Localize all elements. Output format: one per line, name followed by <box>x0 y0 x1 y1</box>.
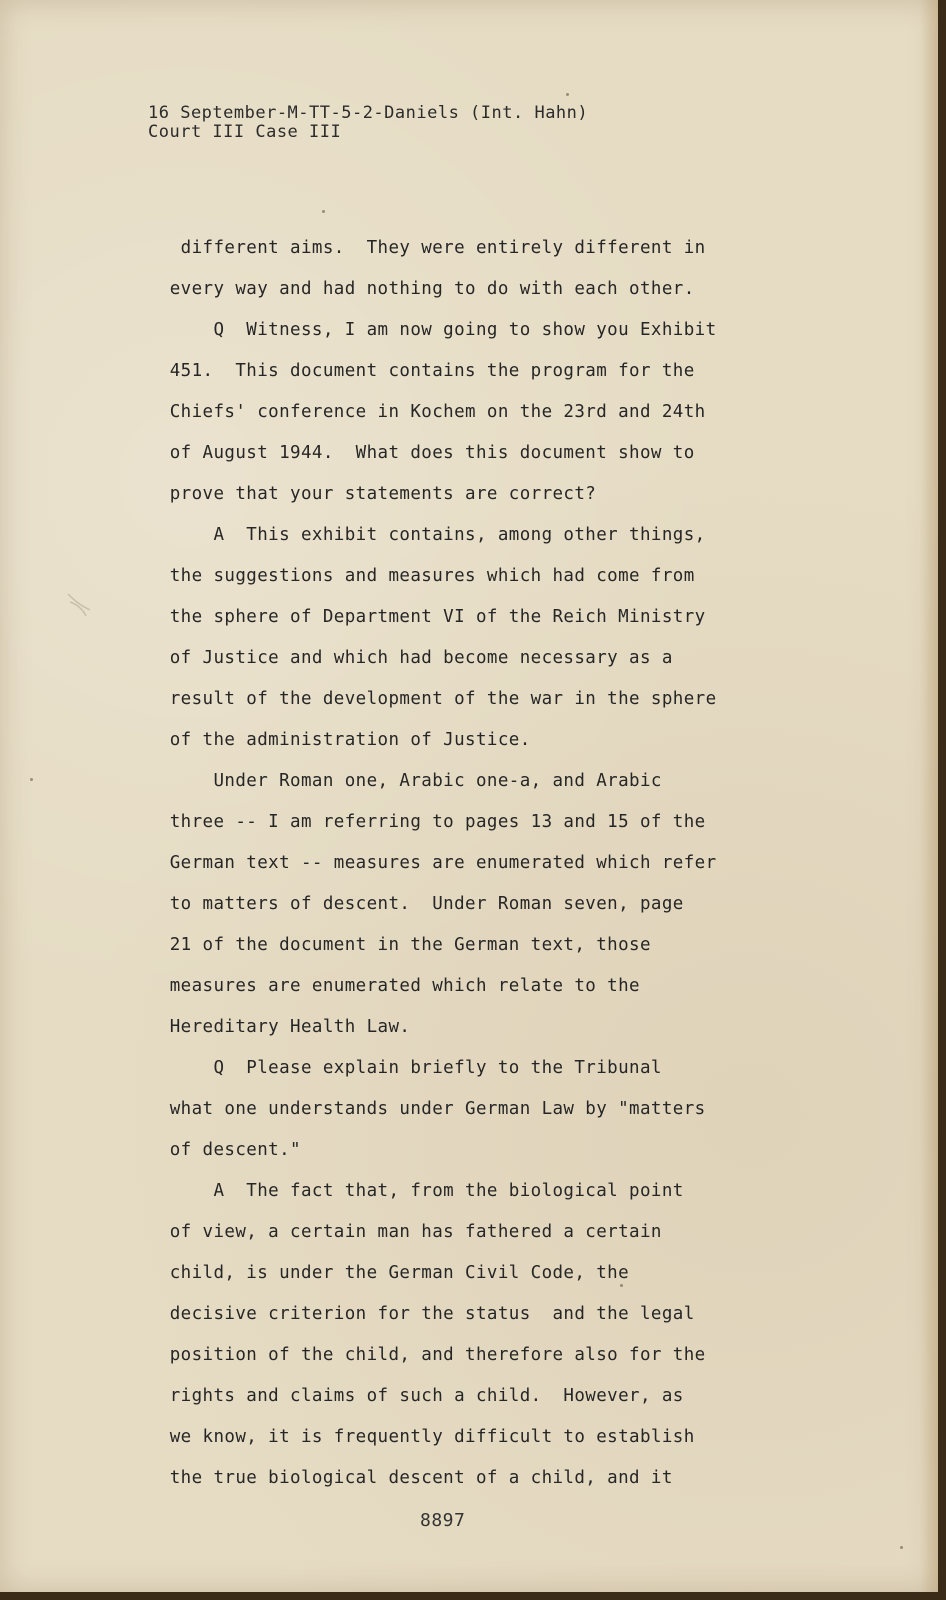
page-edge-shadow <box>920 0 938 1592</box>
transcript-line: rights and claims of such a child. However, as <box>126 1386 684 1406</box>
transcript-line: we know, it is frequently difficult to establish <box>126 1427 695 1447</box>
transcript-line: to matters of descent. Under Roman seven, page <box>126 894 684 914</box>
paper-speck <box>566 93 569 96</box>
transcript-line: what one understands under German Law by "matters <box>126 1099 706 1119</box>
transcript-line: A This exhibit contains, among other things, <box>126 525 706 545</box>
transcript-line: A The fact that, from the biological point <box>126 1181 684 1201</box>
transcript-line: the suggestions and measures which had come from <box>126 566 695 586</box>
transcript-line: the sphere of Department VI of the Reich Ministry <box>126 607 706 627</box>
transcript-line: Chiefs' conference in Kochem on the 23rd and 24th <box>126 402 706 422</box>
transcript-line: three -- I am referring to pages 13 and 15 of the <box>126 812 706 832</box>
transcript-line: of the administration of Justice. <box>126 730 531 750</box>
transcript-line: 21 of the document in the German text, those <box>126 935 651 955</box>
transcript-line: the true biological descent of a child, and it <box>126 1468 673 1488</box>
transcript-line: German text -- measures are enumerated which refer <box>126 853 717 873</box>
header-line-2: Court III Case III <box>148 122 342 142</box>
header-line-1: 16 September-M-TT-5-2-Daniels (Int. Hahn) <box>148 103 589 123</box>
page-header <box>148 104 588 142</box>
transcript-line: measures are enumerated which relate to the <box>126 976 640 996</box>
transcript-line: different aims. They were entirely different in <box>126 238 706 258</box>
transcript-line: of descent." <box>126 1140 301 1160</box>
margin-pencil-mark <box>64 590 94 620</box>
transcript-line: decisive criterion for the status and the legal <box>126 1304 695 1324</box>
transcript-line: every way and had nothing to do with each other. <box>126 279 695 299</box>
transcript-line: Q Please explain briefly to the Tribunal <box>126 1058 662 1078</box>
transcript-line: of Justice and which had become necessary as a <box>126 648 673 668</box>
paper-speck <box>900 1546 903 1549</box>
transcript-line: of view, a certain man has fathered a certain <box>126 1222 662 1242</box>
transcript-line: prove that your statements are correct? <box>126 484 597 504</box>
transcript-line: Q Witness, I am now going to show you Exhibit <box>126 320 717 340</box>
transcript-body <box>126 228 766 1499</box>
transcript-line: 451. This document contains the program for the <box>126 361 695 381</box>
transcript-line: result of the development of the war in the sphere <box>126 689 717 709</box>
transcript-line: of August 1944. What does this document show to <box>126 443 695 463</box>
transcript-line: position of the child, and therefore also for the <box>126 1345 706 1365</box>
paper-speck <box>30 778 33 781</box>
page-number: 8897 <box>420 1510 466 1531</box>
transcript-line: child, is under the German Civil Code, the <box>126 1263 630 1283</box>
transcript-line: Under Roman one, Arabic one-a, and Arabic <box>126 771 662 791</box>
transcript-line: Hereditary Health Law. <box>126 1017 411 1037</box>
paper-speck <box>322 210 325 213</box>
paper-speck <box>620 1284 623 1287</box>
